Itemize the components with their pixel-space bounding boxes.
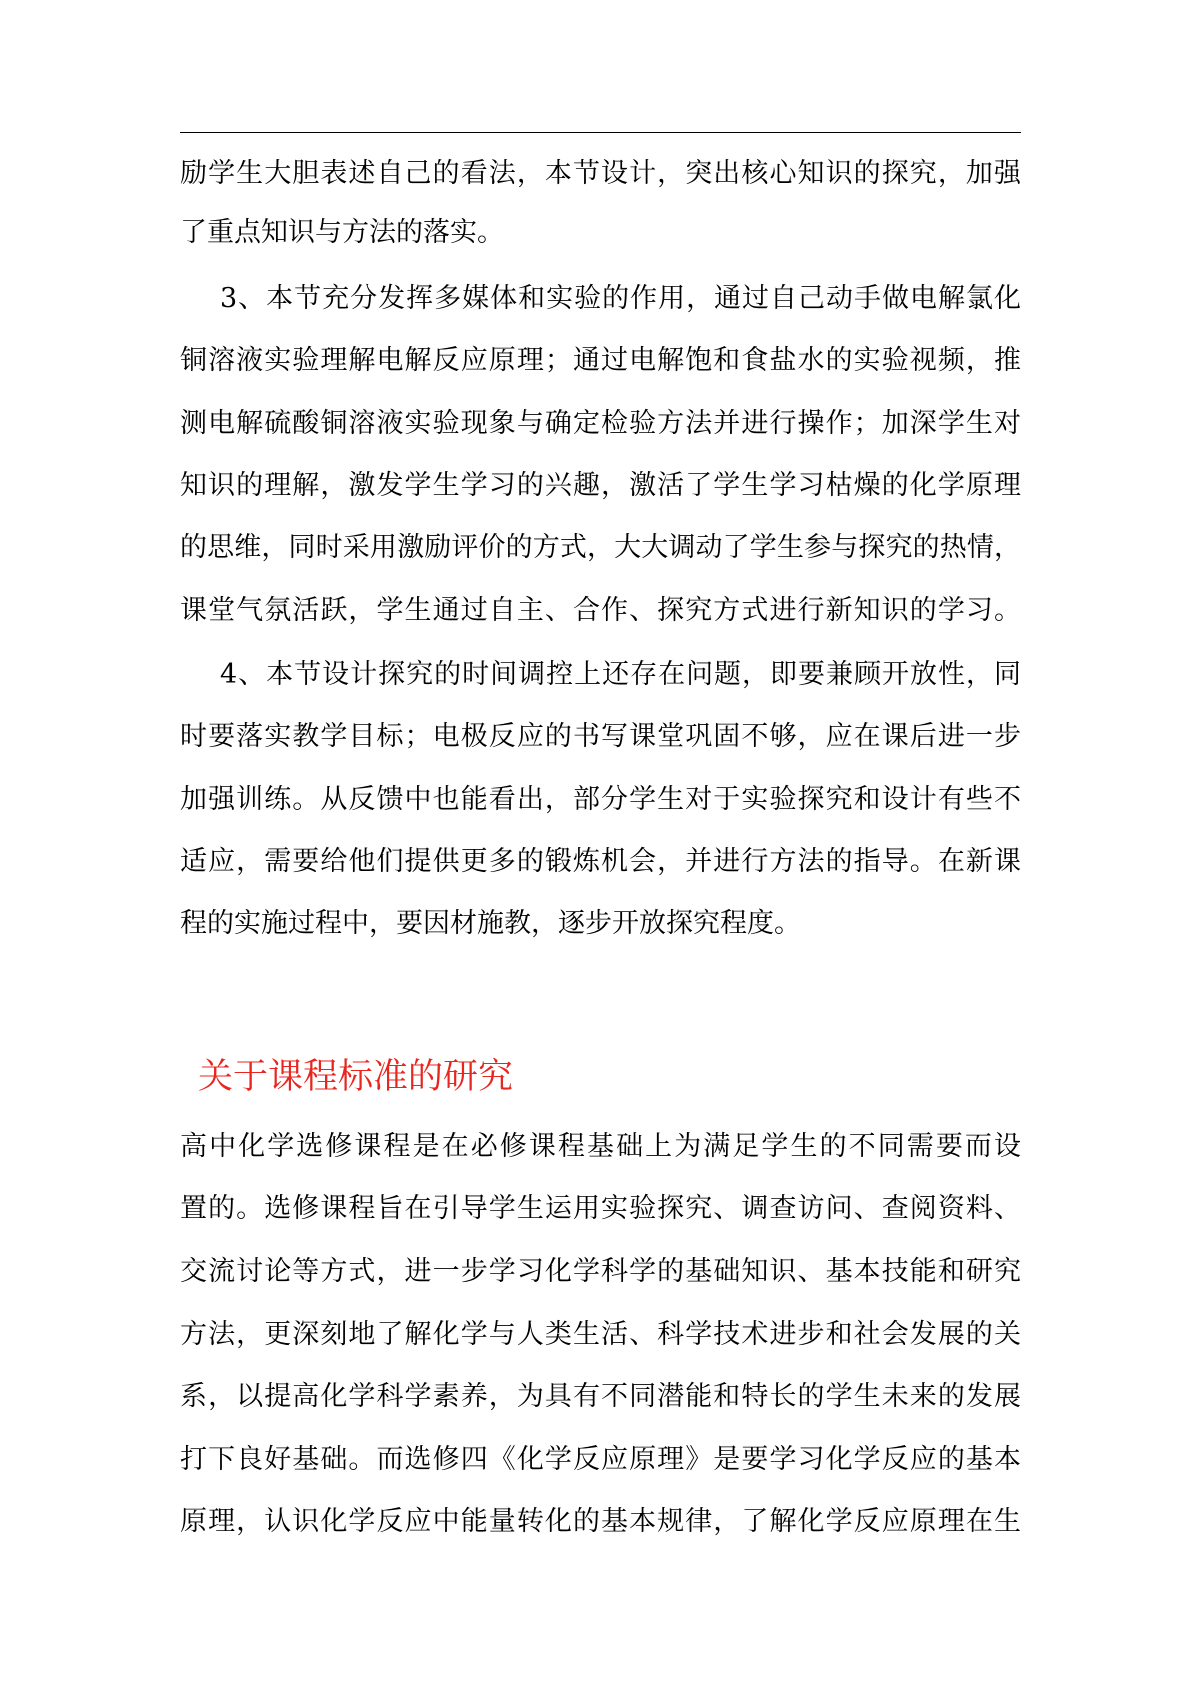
header-rule	[180, 132, 1021, 133]
text-line: 适应，需要给他们提供更多的锻炼机会，并进行方法的指导。在新课	[180, 846, 1021, 877]
text-line: 置的。选修课程旨在引导学生运用实验探究、调查访问、查阅资料、	[180, 1193, 1021, 1224]
text-line: 系，以提高化学科学素养，为具有不同潜能和特长的学生未来的发展	[180, 1381, 1021, 1412]
text-line: 知识的理解，激发学生学习的兴趣，激活了学生学习枯燥的化学原理	[180, 470, 1021, 501]
text-line: 原理，认识化学反应中能量转化的基本规律，了解化学反应原理在生	[180, 1506, 1021, 1537]
text-line: 加强训练。从反馈中也能看出，部分学生对于实验探究和设计有些不	[180, 784, 1021, 815]
text-line: 励学生大胆表述自己的看法，本节设计，突出核心知识的探究，加强	[180, 158, 1021, 189]
text-line: 的思维，同时采用激励评价的方式，大大调动了学生参与探究的热情，	[180, 532, 1021, 563]
text-line: 高中化学选修课程是在必修课程基础上为满足学生的不同需要而设	[180, 1131, 1021, 1162]
text-line: 了重点知识与方法的落实。	[180, 217, 504, 248]
text-line: 3、本节充分发挥多媒体和实验的作用，通过自己动手做电解氯化	[220, 283, 1021, 314]
text-line: 时要落实教学目标；电极反应的书写课堂巩固不够，应在课后进一步	[180, 721, 1021, 752]
text-line: 程的实施过程中，要因材施教，逐步开放探究程度。	[180, 908, 801, 939]
text-line: 4、本节设计探究的时间调控上还存在问题，即要兼顾开放性，同	[220, 659, 1021, 690]
text-line: 测电解硫酸铜溶液实验现象与确定检验方法并进行操作；加深学生对	[180, 408, 1021, 439]
section-heading: 关于课程标准的研究	[198, 1057, 514, 1097]
text-line: 交流讨论等方式，进一步学习化学科学的基础知识、基本技能和研究	[180, 1256, 1021, 1287]
text-line: 打下良好基础。而选修四《化学反应原理》是要学习化学反应的基本	[180, 1444, 1021, 1475]
text-line: 方法，更深刻地了解化学与人类生活、科学技术进步和社会发展的关	[180, 1319, 1021, 1350]
text-line: 铜溶液实验理解电解反应原理；通过电解饱和食盐水的实验视频，推	[180, 345, 1021, 376]
text-line: 课堂气氛活跃，学生通过自主、合作、探究方式进行新知识的学习。	[180, 595, 1021, 626]
